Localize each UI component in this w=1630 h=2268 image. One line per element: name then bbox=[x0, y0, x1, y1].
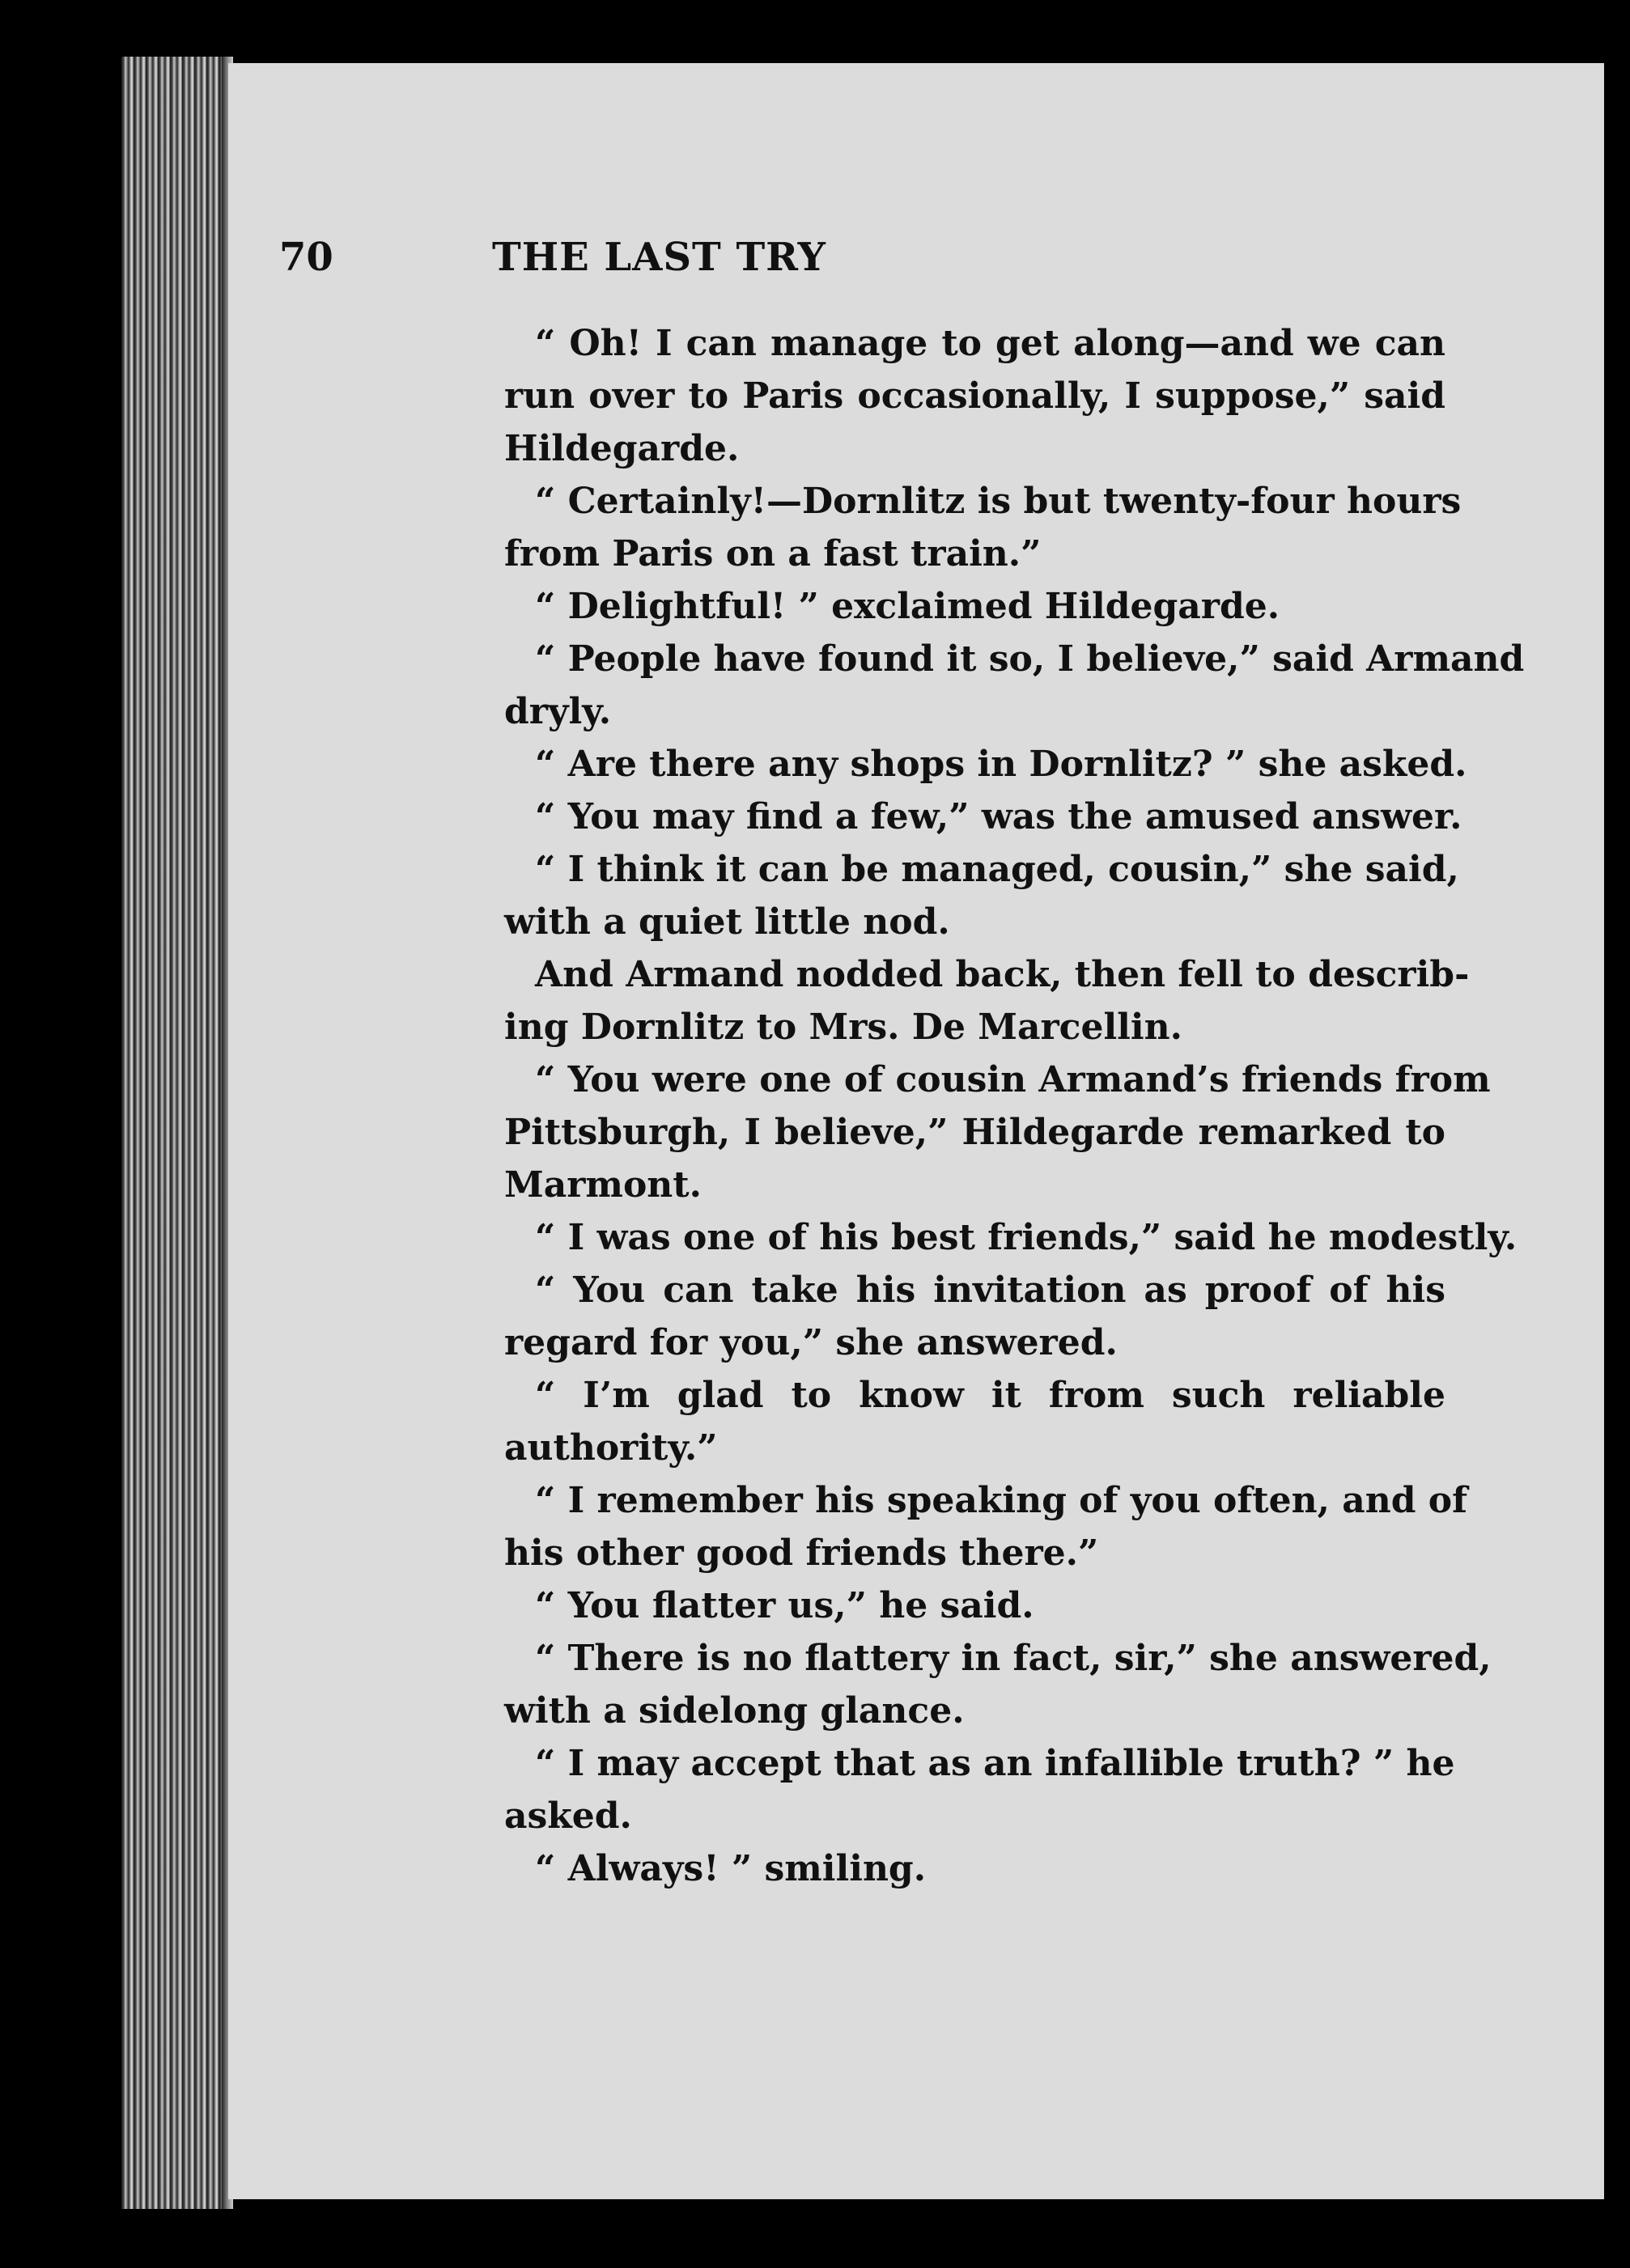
text-line: with a sidelong glance. bbox=[504, 1690, 965, 1732]
body-text bbox=[504, 317, 1525, 1895]
text-line: “ You can take his invitation as proof of his bbox=[535, 1270, 1445, 1311]
text-line: run over to Paris occasionally, I suppose,” said bbox=[504, 375, 1445, 417]
book-page-edges bbox=[121, 57, 227, 2209]
text-line: ing Dornlitz to Mrs. De Marcellin. bbox=[504, 1007, 1182, 1048]
text-line: “ People have found it so, I believe,” said Armand bbox=[535, 638, 1525, 680]
text-line: Marmont. bbox=[504, 1164, 702, 1206]
text-line: Pittsburgh, I believe,” Hildegarde remarked to bbox=[504, 1112, 1445, 1153]
text-line: with a quiet little nod. bbox=[504, 901, 950, 943]
text-line: “ Are there any shops in Dornlitz? ” she asked. bbox=[535, 744, 1467, 785]
text-line: dryly. bbox=[504, 691, 612, 732]
text-line: regard for you,” she answered. bbox=[504, 1322, 1118, 1363]
text-line: “ I may accept that as an infallible truth? ” he bbox=[535, 1743, 1455, 1784]
running-head bbox=[279, 235, 1169, 299]
page-number: 70 bbox=[279, 235, 333, 280]
text-line: “ Certainly!—Dornlitz is but twenty-four hours bbox=[535, 481, 1462, 522]
text-line: “ I was one of his best friends,” said he modestly. bbox=[535, 1217, 1518, 1258]
text-line: “ You were one of cousin Armand’s friends from bbox=[535, 1059, 1491, 1100]
text-line: “ Delightful! ” exclaimed Hildegarde. bbox=[535, 586, 1280, 627]
text-line: “ Oh! I can manage to get along—and we can bbox=[535, 323, 1445, 364]
text-line: his other good friends there.” bbox=[504, 1532, 1099, 1574]
text-line: from Paris on a fast train.” bbox=[504, 533, 1042, 574]
text-line: “ Always! ” smiling. bbox=[535, 1848, 927, 1889]
text-line: “ You may find a few,” was the amused answer. bbox=[535, 796, 1462, 837]
running-title: THE LAST TRY bbox=[492, 235, 826, 280]
text-line: authority.” bbox=[504, 1427, 718, 1469]
text-line: “ I’m glad to know it from such reliable bbox=[535, 1375, 1445, 1416]
text-line: asked. bbox=[504, 1795, 632, 1837]
text-line: “ I think it can be managed, cousin,” she said, bbox=[535, 849, 1459, 890]
text-line: “ You flatter us,” he said. bbox=[535, 1585, 1034, 1626]
text-line: And Armand nodded back, then fell to describ- bbox=[535, 954, 1470, 995]
text-line: “ I remember his speaking of you often, and of bbox=[535, 1480, 1468, 1521]
text-line: Hildegarde. bbox=[504, 428, 740, 469]
text-line: “ There is no flattery in fact, sir,” she answered, bbox=[535, 1638, 1492, 1679]
